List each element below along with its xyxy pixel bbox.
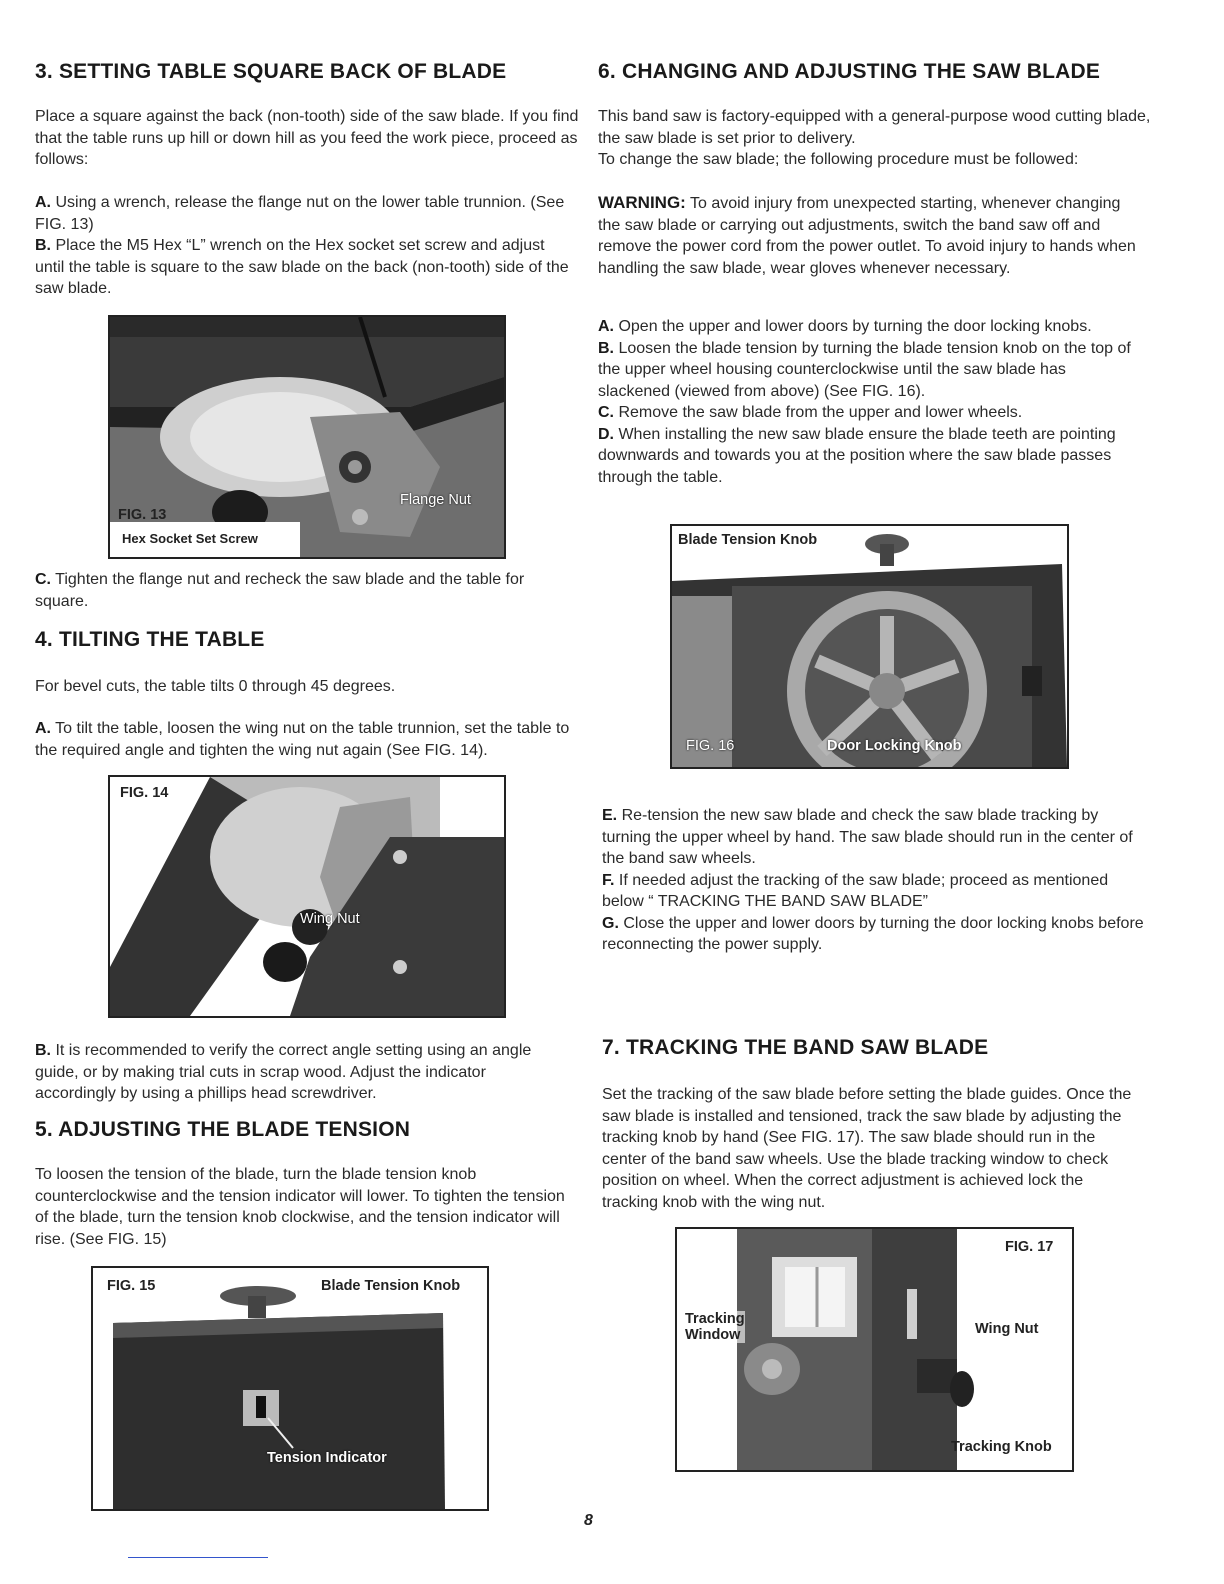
step-text: If needed adjust the tracking of the saw blade; proceed as mentioned below “ TRACKING THE BAND SAW BLADE” — [602, 871, 1109, 910]
figure-14-photo — [110, 777, 504, 1016]
figure-17 — [675, 1227, 1074, 1472]
figure-14 — [108, 775, 506, 1018]
step-label: F. — [602, 871, 615, 889]
figure-16-label: FIG. 16 — [686, 738, 735, 754]
blade-tension-knob-callout: Blade Tension Knob — [678, 532, 818, 548]
warning-text: To avoid injury from unexpected starting, whenever changing the saw blade or carrying out adjustments, switch the band saw off and remove the power cord from the power outlet. To avoid injury to hands when handling the saw blade, wear gloves whenever necessary. — [598, 195, 1136, 277]
tracking-knob-callout: Tracking Knob — [951, 1439, 1052, 1455]
intro-line-2: To change the saw blade; the following procedure must be followed: — [598, 151, 1079, 168]
step-text: To tilt the table, loosen the wing nut on the table trunnion, set the table to the required angle and tighten the wing nut again (See FIG. 14). — [35, 720, 570, 759]
flange-nut-callout: Flange Nut — [400, 492, 471, 508]
figure-14-label: FIG. 14 — [120, 785, 169, 801]
section-3-step-a — [35, 192, 575, 235]
section-7-heading: 7. TRACKING THE BAND SAW BLADE — [602, 1036, 989, 1059]
section-5-text: To loosen the tension of the blade, turn the blade tension knob counterclockwise and the tension indicator will lower. To tighten the tension of the blade, turn the tension knob clockwise, and the tension indicator will rise. (See FIG. 15) — [35, 1166, 565, 1248]
section-5-heading: 5. ADJUSTING THE BLADE TENSION — [35, 1118, 411, 1141]
hex-socket-set-screw-callout: Hex Socket Set Screw — [122, 531, 258, 546]
tension-indicator-callout: Tension Indicator — [267, 1450, 387, 1466]
figure-13-label: FIG. 13 — [118, 507, 167, 523]
step-text: Place the M5 Hex “L” wrench on the Hex socket set screw and adjust until the table is square to the saw blade on the back (non-tooth) side of the saw blade. — [35, 237, 569, 297]
tracking-window-callout — [685, 1311, 745, 1343]
door-locking-knob-callout: Door Locking Knob — [827, 738, 962, 754]
warning-label: WARNING: — [598, 193, 686, 212]
blade-tension-knob-callout: Blade Tension Knob — [321, 1278, 461, 1294]
step-label: B. — [35, 1042, 51, 1059]
section-3-step-b — [35, 235, 575, 300]
section-3-step-c — [35, 569, 575, 612]
section-6-steps-a-d — [598, 316, 1138, 488]
step-text: Using a wrench, release the flange nut on the lower table trunnion. (See FIG. 13) — [35, 194, 565, 233]
figure-16-photo — [672, 526, 1067, 767]
step-text: Open the upper and lower doors by turning the door locking knobs. — [618, 318, 1092, 335]
step-label: A. — [35, 194, 51, 211]
step-text: Remove the saw blade from the upper and lower wheels. — [618, 404, 1023, 421]
step-text: Close the upper and lower doors by turning the door locking knobs before reconnecting the power supply. — [602, 914, 1144, 953]
section-3-heading: 3. SETTING TABLE SQUARE BACK OF BLADE — [35, 60, 507, 83]
figure-17-label: FIG. 17 — [1005, 1239, 1054, 1255]
figure-13-photo — [110, 317, 504, 557]
step-label: C. — [35, 571, 51, 588]
section-6-steps-e-g — [602, 805, 1147, 956]
section-4-step-b — [35, 1040, 565, 1105]
section-6-heading: 6. CHANGING AND ADJUSTING THE SAW BLADE — [598, 60, 1101, 83]
section-4-heading: 4. TILTING THE TABLE — [35, 628, 265, 651]
step-text: It is recommended to verify the correct angle setting using an angle guide, or by making trial cuts in scrap wood. Adjust the indicator accordingly by using a phillips head screwdriver. — [35, 1042, 532, 1102]
callout-line: Tracking — [685, 1311, 745, 1327]
step-label: A. — [598, 318, 614, 335]
figure-15 — [91, 1266, 489, 1511]
figure-15-label: FIG. 15 — [107, 1278, 156, 1294]
step-label: A. — [35, 720, 51, 737]
figure-13 — [108, 315, 506, 559]
step-label: G. — [602, 914, 619, 932]
footer-rule — [128, 1557, 268, 1558]
step-text: Loosen the blade tension by turning the blade tension knob on the top of the upper wheel housing counterclockwise until the saw blade has slackened (viewed from above) (See FIG. 16). — [598, 339, 1131, 400]
step-text: Tighten the flange nut and recheck the saw blade and the table for square. — [35, 571, 525, 610]
step-text: When installing the new saw blade ensure the blade teeth are pointing downwards and towards you at the position where the saw blade passes through the table. — [598, 425, 1116, 486]
callout-line: Window — [685, 1327, 741, 1343]
step-label: C. — [598, 404, 614, 421]
intro-line: This band saw is factory-equipped with a general-purpose wood cutting blade, the saw blade is set prior to delivery. — [598, 108, 1151, 147]
figure-16 — [670, 524, 1069, 769]
figure-15-photo — [93, 1268, 487, 1509]
section-6-intro — [598, 106, 1158, 171]
section-7-text: Set the tracking of the saw blade before setting the blade guides. Once the saw blade is installed and tensioned, track the saw blade by adjusting the tracking knob by hand (See FIG. 17). The saw blade should run in the center of the band saw wheels. Use the blade tracking window to check position on wheel. When the correct adjustment is achieved lock the tracking knob with the wing nut. — [602, 1086, 1132, 1211]
wing-nut-callout: Wing Nut — [300, 911, 360, 927]
step-label: B. — [35, 237, 51, 254]
section-4-step-a — [35, 718, 575, 761]
step-label: D. — [598, 425, 614, 443]
step-label: E. — [602, 807, 618, 824]
section-3-intro: Place a square against the back (non-tooth) side of the saw blade. If you find that the table runs up hill or down hill as you feed the work piece, proceed as follows: — [35, 108, 579, 168]
section-6-warning — [598, 192, 1138, 279]
wing-nut-callout: Wing Nut — [975, 1321, 1039, 1337]
step-label: B. — [598, 339, 614, 357]
section-4-intro: For bevel cuts, the table tilts 0 through 45 degrees. — [35, 678, 396, 695]
figure-17-photo — [677, 1229, 1072, 1470]
page-number: 8 — [584, 1512, 593, 1529]
step-text: Re-tension the new saw blade and check the saw blade tracking by turning the upper wheel by hand. The saw blade should run in the center of the band saw wheels. — [602, 807, 1133, 867]
